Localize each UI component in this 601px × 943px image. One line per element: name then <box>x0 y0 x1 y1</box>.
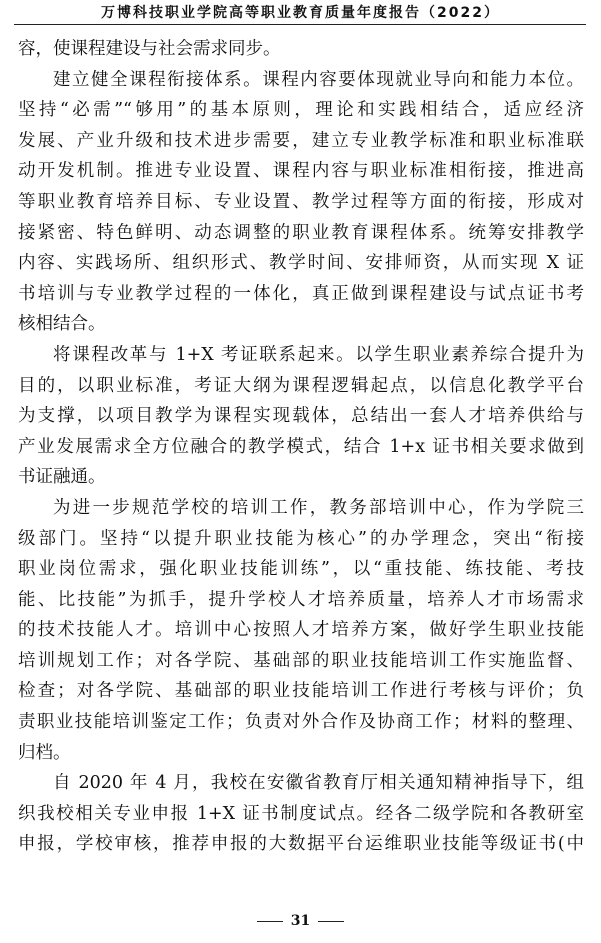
page-number: 31 <box>290 913 311 929</box>
text-line: 接紧密、特色鲜明、动态调整的职业教育课程体系。统筹安排教学 <box>18 222 584 243</box>
paragraph-training-center <box>18 493 584 768</box>
text-line: 自 2020 年 4 月，我校在安徽省教育厅相关通知精神指导下，组 <box>53 773 584 794</box>
text-line: 内容、实践场所、组织形式、教学时间、安排师资，从而实现 X 证 <box>18 253 584 274</box>
text-line: 为进一步规范学校的培训工作，教务部培训中心，作为学院三 <box>53 497 584 518</box>
text-line: 责职业技能培训鉴定工作；负责对外合作及协商工作；材料的整理、 <box>18 712 584 733</box>
document-body <box>18 34 584 860</box>
paragraph-pilot-application <box>18 768 584 860</box>
text-line: 书培训与专业教学过程的一体化，真正做到课程建设与试点证书考 <box>18 283 584 304</box>
text-line: 书证融通。 <box>18 467 106 488</box>
text-line: 申报，学校审核，推荐申报的大数据平台运维职业技能等级证书(中 <box>18 834 584 855</box>
text-line: 将课程改革与 1+X 考证联系起来。以学生职业素养综合提升为 <box>53 344 584 365</box>
text-line: 为支撑，以项目教学为课程实现载体，总结出一套人才培养供给与 <box>18 406 584 427</box>
report-header-title: 万博科技职业学院高等职业教育质量年度报告（2022） <box>101 5 500 21</box>
footer-dash-left <box>257 921 283 922</box>
text-line: 建立健全课程衔接体系。课程内容要体现就业导向和能力本位。 <box>53 69 584 90</box>
paragraph-1x-certificate <box>18 340 584 493</box>
text-line: 容，使课程建设与社会需求同步。 <box>18 39 281 59</box>
text-line: 级部门。坚持“以提升职业技能为核心”的办学理念，突出“衔接 <box>18 528 584 549</box>
text-line: 等职业教育培养目标、专业设置、教学过程等方面的衔接，形成对 <box>18 191 584 212</box>
text-line: 发展、产业升级和技术进步需要，建立专业教学标准和职业标准联 <box>18 130 584 151</box>
text-line: 归档。 <box>18 742 71 763</box>
text-line: 产业发展需求全方位融合的教学模式，结合 1+x 证书相关要求做到 <box>18 436 584 457</box>
text-line: 坚持“必需”“够用”的基本原则，理论和实践相结合，适应经济 <box>18 100 584 121</box>
page-footer <box>0 912 601 930</box>
text-line: 核相结合。 <box>18 314 106 335</box>
text-line: 动开发机制。推进专业设置、课程内容与职业标准相衔接，推进高 <box>18 161 584 182</box>
text-line: 织我校相关专业申报 1+X 证书制度试点。经各二级学院和各教研室 <box>18 803 584 824</box>
text-line: 检查；对各学院、基础部的职业技能培训工作进行考核与评价；负 <box>18 681 584 702</box>
text-line: 培训规划工作；对各学院、基础部的职业技能培训工作实施监督、 <box>18 650 584 671</box>
text-line: 能、比技能”为抓手，提升学校人才培养质量，培养人才市场需求 <box>18 589 584 610</box>
header-divider <box>14 24 586 25</box>
text-line: 的技术技能人才。培训中心按照人才培养方案，做好学生职业技能 <box>18 620 584 641</box>
footer-dash-right <box>318 921 344 922</box>
paragraph-1 <box>18 34 584 65</box>
text-line: 目的，以职业标准，考证大纲为课程逻辑起点，以信息化教学平台 <box>18 375 584 396</box>
text-line: 职业岗位需求，强化职业技能训练”，以“重技能、练技能、考技 <box>18 559 584 580</box>
paragraph-course-articulation <box>18 65 584 340</box>
